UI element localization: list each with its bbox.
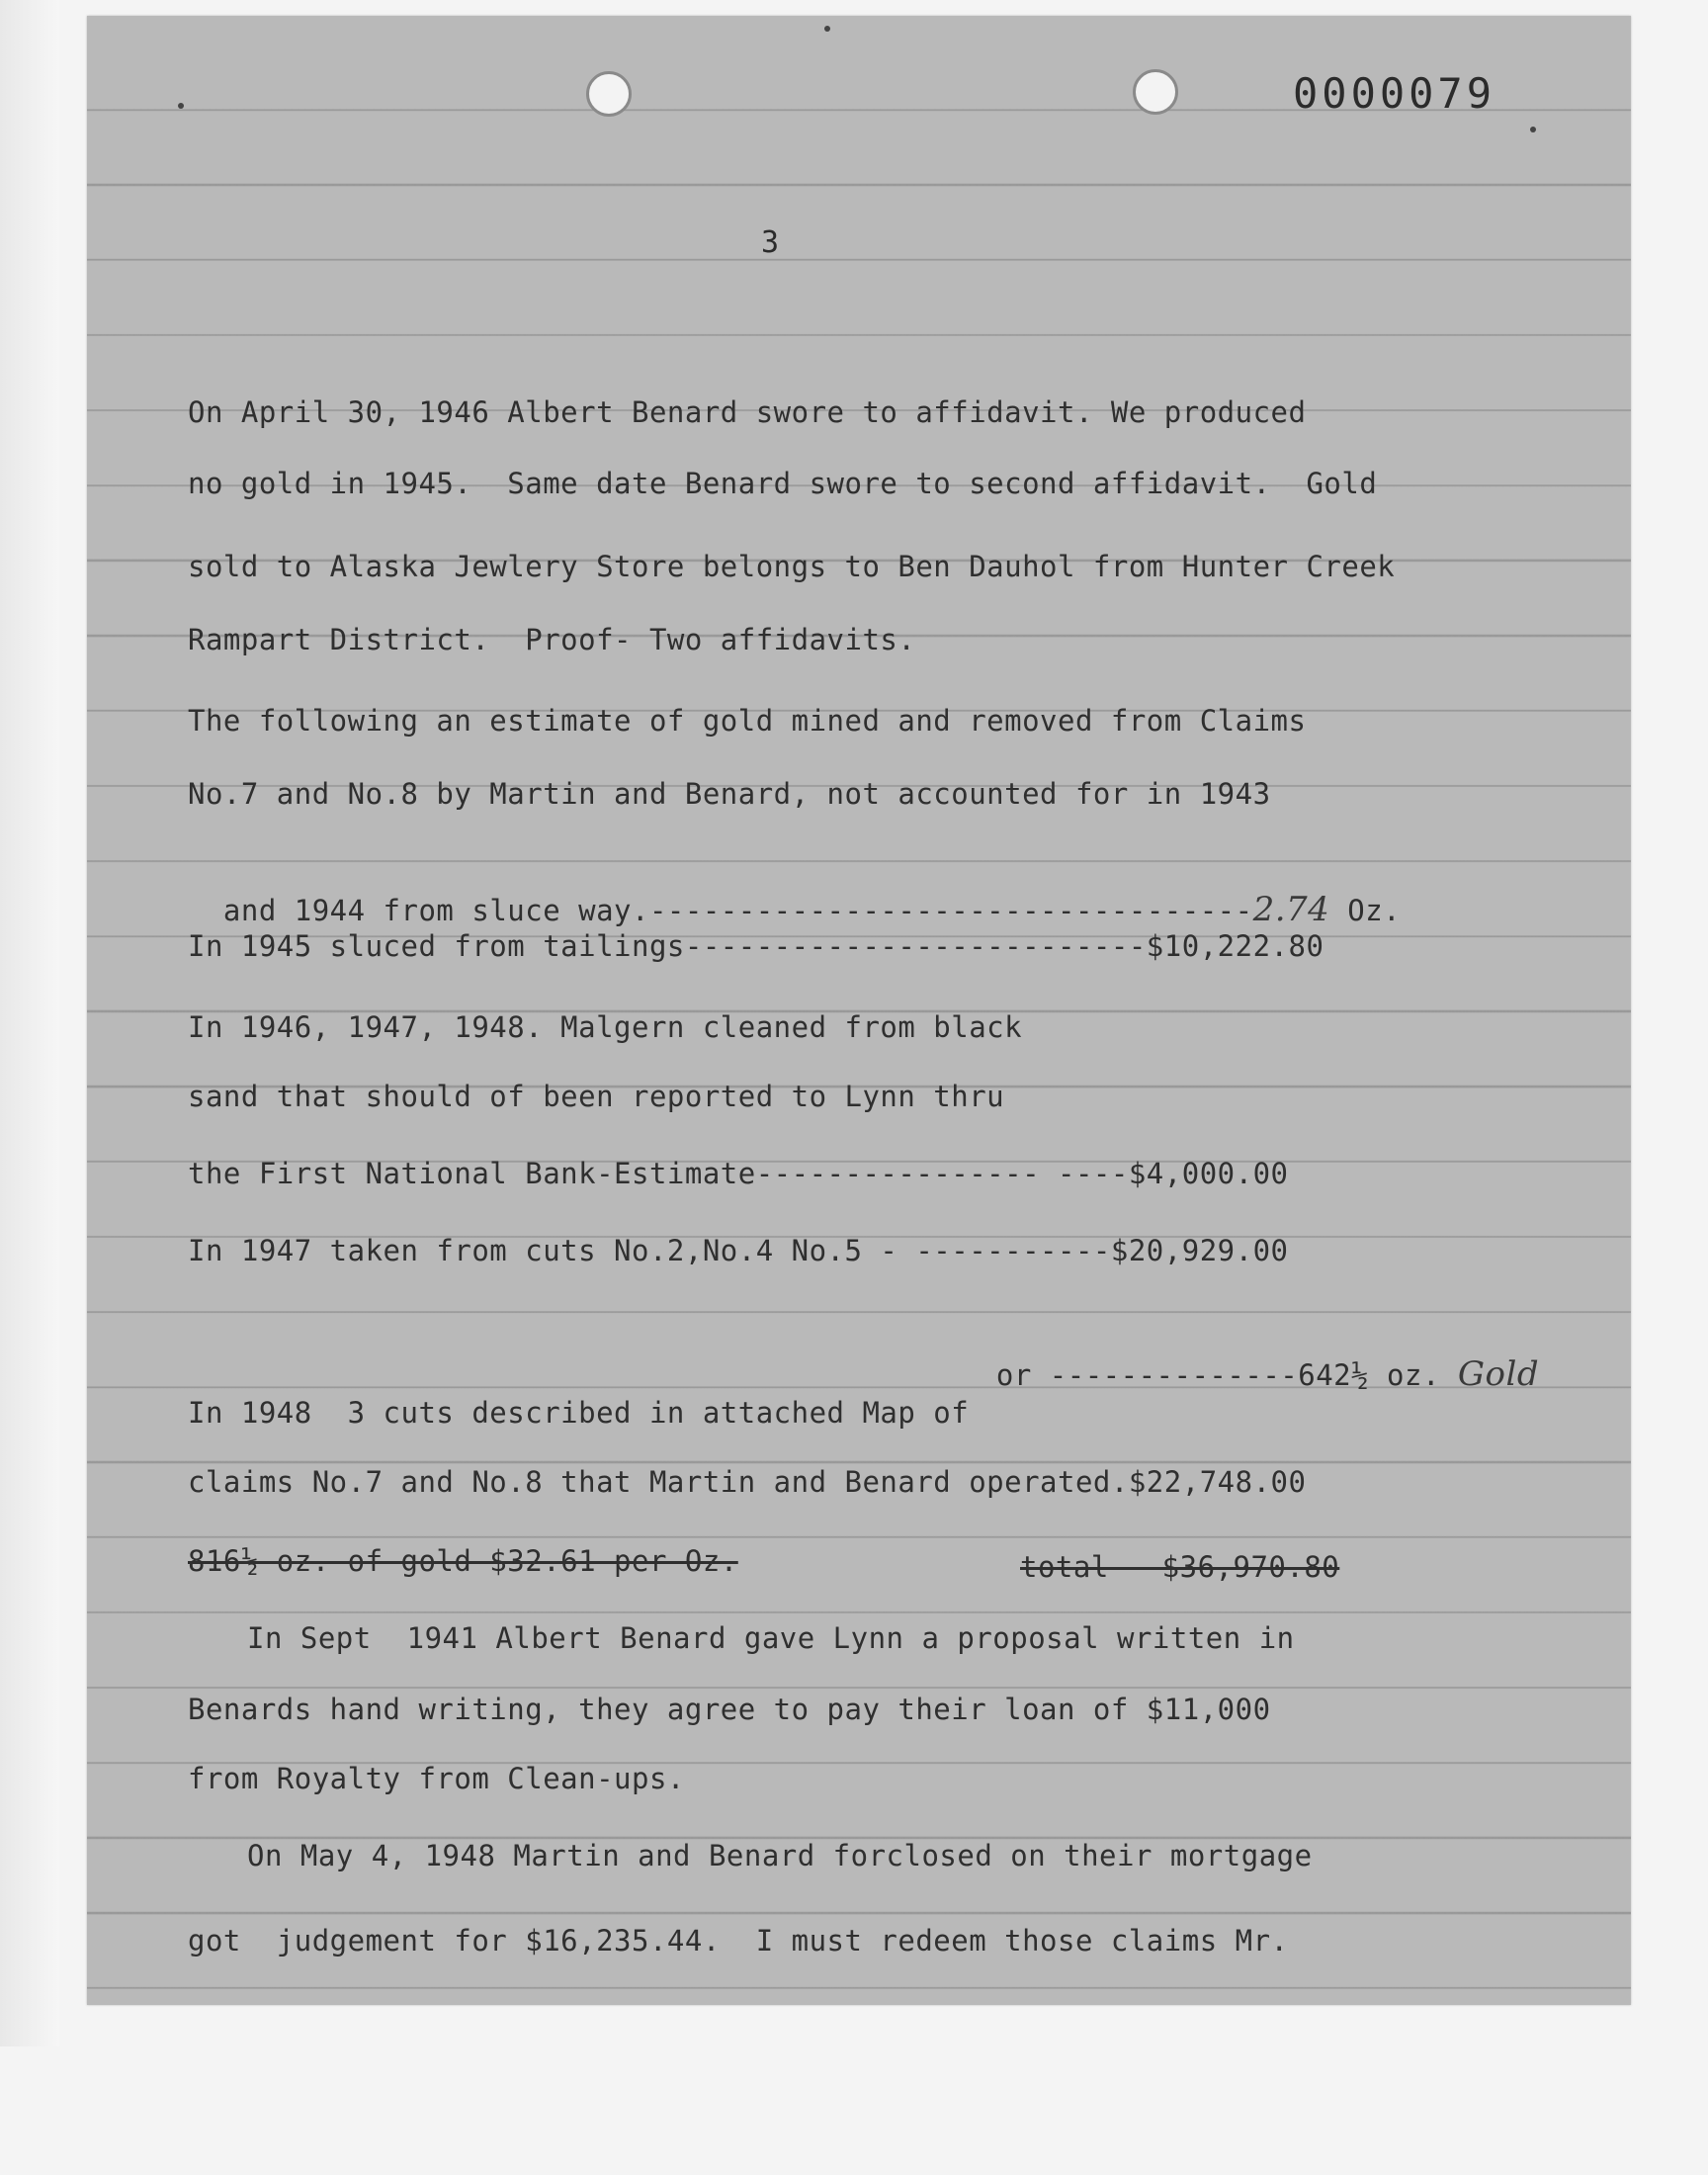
scan-margin — [0, 0, 59, 2046]
struck-total: total---$36,970.80 — [1020, 1550, 1340, 1584]
text-line: Benards hand writing, they agree to pay their loan of $11,000 — [188, 1693, 1271, 1726]
text-line: no gold in 1945. Same date Benard swore to second affidavit. Gold — [188, 467, 1378, 500]
punch-hole-right — [1133, 69, 1178, 115]
text-line: The following an estimate of gold mined and removed from Claims — [188, 704, 1307, 738]
text-line: claims No.7 and No.8 that Martin and Benard operated.$22,748.00 — [188, 1465, 1307, 1499]
text-line: sold to Alaska Jewlery Store belongs to Ben Dauhol from Hunter Creek — [188, 550, 1396, 583]
page-number: 3 — [761, 225, 780, 260]
text-line: On April 30, 1946 Albert Benard swore to affidavit. We produced — [188, 395, 1307, 429]
text-line: got judgement for $16,235.44. I must redeem those claims Mr. — [188, 1924, 1289, 1958]
text-line: In 1946, 1947, 1948. Malgern cleaned from black — [188, 1010, 1023, 1044]
struck-line: 816½ oz. of gold $32.61 per Oz. — [188, 1544, 738, 1578]
text-line — [961, 1321, 1539, 1394]
handwritten-amount: 2.74 — [1252, 890, 1330, 929]
speck — [1530, 127, 1536, 132]
punch-hole-left — [586, 71, 632, 117]
text-line: from Royalty from Clean-ups. — [188, 1762, 685, 1795]
speck — [178, 103, 184, 109]
text-line: On May 4, 1948 Martin and Benard forclosed on their mortgage — [247, 1839, 1313, 1872]
line-text: or --------------642½ oz. — [995, 1358, 1440, 1392]
text-line: In 1948 3 cuts described in attached Map of — [188, 1396, 970, 1430]
line-text: and 1944 from sluce way.---------------------------------- — [222, 894, 1253, 927]
text-line: In 1947 taken from cuts No.2,No.4 No.5 - -----------$20,929.00 — [188, 1234, 1289, 1267]
text-line: Rampart District. Proof- Two affidavits. — [188, 623, 916, 656]
text-line: In 1945 sluced from tailings--------------------------$10,222.80 — [188, 929, 1324, 963]
text-line: In Sept 1941 Albert Benard gave Lynn a proposal written in — [247, 1621, 1295, 1655]
document-number: 0000079 — [1293, 69, 1496, 118]
text-line: No.7 and No.8 by Martin and Benard, not accounted for in 1943 — [188, 777, 1271, 811]
text-line — [188, 856, 1401, 929]
text-line: the First National Bank-Estimate---------------- ----$4,000.00 — [188, 1157, 1289, 1190]
handwritten-gold: Gold — [1457, 1354, 1540, 1394]
speck — [824, 26, 830, 32]
unit-label: Oz. — [1347, 894, 1402, 927]
text-line: sand that should of been reported to Lynn thru — [188, 1080, 1005, 1113]
